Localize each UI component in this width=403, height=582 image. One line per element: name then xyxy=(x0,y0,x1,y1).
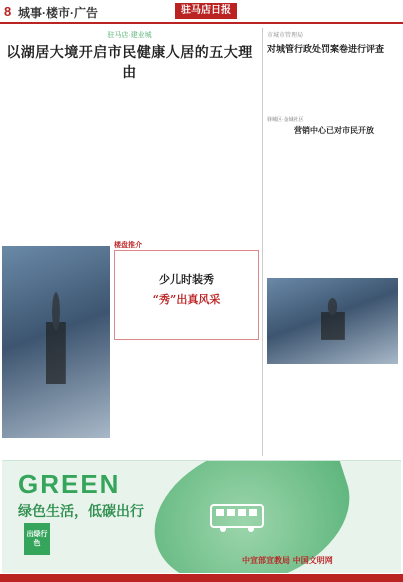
sales-center-photo xyxy=(267,278,398,364)
right-text xyxy=(267,59,401,111)
bus-icon xyxy=(207,501,267,535)
article-text-col-1 xyxy=(2,70,62,240)
section-title: 城事·楼市·广告 xyxy=(18,6,98,20)
child-fashion-photo xyxy=(2,246,110,438)
ad-title: GREEN xyxy=(18,469,121,499)
main-article xyxy=(2,28,257,456)
right-column xyxy=(262,28,401,456)
page-number: 8 xyxy=(4,4,12,19)
right-sub-text xyxy=(267,140,401,250)
section-stamp: 楼盘推介 xyxy=(114,240,142,249)
article-headline: 以湖居大境开启市民健康人居的五大理由 xyxy=(6,45,253,81)
right-kicker: 市城市管理局 xyxy=(267,33,304,39)
ad-footer: 中宣部宣教局 中国文明网 xyxy=(242,555,333,565)
article-text-col-2 xyxy=(65,70,125,240)
page-header xyxy=(0,0,403,24)
green-ad xyxy=(2,460,401,573)
feature-text xyxy=(114,346,259,438)
right-sub-kicker: 驿城区·金域社区 xyxy=(267,117,304,123)
feature-title: 少儿时装秀 xyxy=(159,273,214,286)
ad-slogan: 绿色生活，低碳出行 xyxy=(18,504,144,520)
right-sub-headline: 营销中心已对市民开放 xyxy=(294,125,374,135)
page-footer-strip xyxy=(0,574,403,582)
article-text-col-3 xyxy=(128,70,188,240)
feature-subtitle: “秀”出真风采 xyxy=(152,293,221,306)
article-text-col-4 xyxy=(191,70,251,240)
ad-tag: 出绿行色 xyxy=(24,523,50,555)
newspaper-masthead: 驻马店日报 xyxy=(175,3,237,19)
article-kicker: 驻马店·建业城 xyxy=(107,32,152,39)
right-headline: 对城管行政处罚案卷进行评查 xyxy=(267,45,385,55)
feature-box xyxy=(114,250,259,340)
